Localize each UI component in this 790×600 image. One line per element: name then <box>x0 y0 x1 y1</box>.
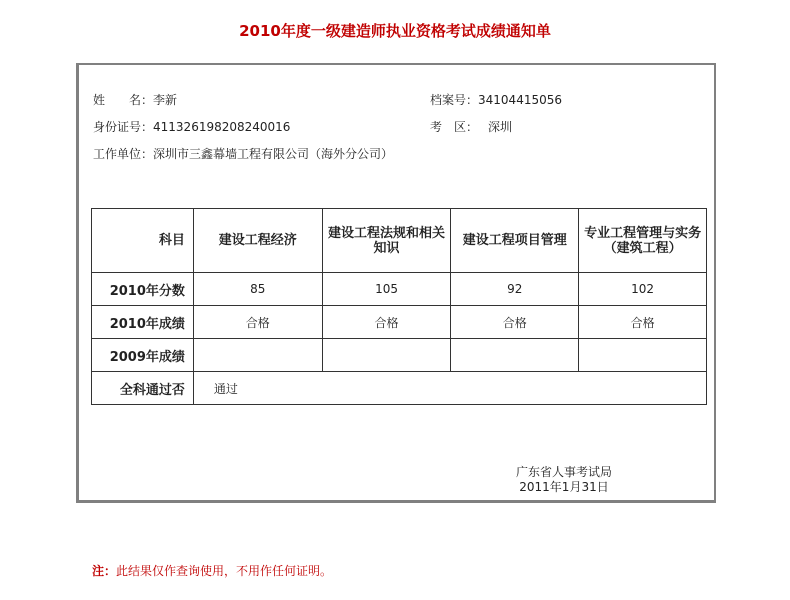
result-cell: 合格 <box>193 306 322 339</box>
row-label: 2009年成绩 <box>92 339 194 372</box>
result-cell: 合格 <box>451 306 579 339</box>
issue-date: 2011年1月31日 <box>519 480 609 494</box>
pass-value: 通过 <box>193 372 706 405</box>
score-cell: 102 <box>579 273 707 306</box>
result-cell: 合格 <box>579 306 707 339</box>
id-row <box>93 120 290 135</box>
table-row <box>92 339 707 372</box>
table-header-row <box>92 209 707 273</box>
region-value: 深圳 <box>488 120 513 134</box>
employer-label: 工作单位： <box>93 147 154 161</box>
note-prefix: 注： <box>92 564 117 578</box>
notice-frame <box>76 63 716 503</box>
note-text: 此结果仅作查询使用，不用作任何证明。 <box>116 564 333 578</box>
result-cell: 合格 <box>322 306 451 339</box>
name-value: 李新 <box>153 93 178 107</box>
result-cell <box>579 339 707 372</box>
score-cell: 105 <box>322 273 451 306</box>
issuer-block <box>499 465 629 495</box>
file-no-label: 档案号： <box>430 93 479 107</box>
table-row <box>92 273 707 306</box>
header-project-management: 建设工程项目管理 <box>451 209 579 273</box>
table-row <box>92 372 707 405</box>
file-no-row <box>430 93 562 108</box>
score-cell: 85 <box>193 273 322 306</box>
header-economics: 建设工程经济 <box>193 209 322 273</box>
disclaimer-note <box>92 562 332 579</box>
header-practice: 专业工程管理与实务（建筑工程） <box>579 209 707 273</box>
employer-row <box>93 147 413 162</box>
score-cell: 92 <box>451 273 579 306</box>
name-row <box>93 93 177 108</box>
page-title: 2010年度一级建造师执业资格考试成绩通知单 <box>239 22 551 40</box>
id-label: 身份证号： <box>93 120 154 134</box>
name-label: 姓 名： <box>93 93 154 107</box>
score-table <box>91 208 707 405</box>
id-value: 411326198208240016 <box>153 120 291 134</box>
file-no-value: 34104415056 <box>478 93 562 107</box>
region-label: 考 区： <box>430 120 479 134</box>
issuer-org: 广东省人事考试局 <box>515 465 612 479</box>
header-law: 建设工程法规和相关知识 <box>322 209 451 273</box>
row-label: 2010年分数 <box>92 273 194 306</box>
result-cell <box>193 339 322 372</box>
header-subject: 科目 <box>92 209 194 273</box>
employer-value: 深圳市三鑫幕墙工程有限公司（海外分公司） <box>153 147 394 161</box>
result-cell <box>322 339 451 372</box>
table-row <box>92 306 707 339</box>
row-label: 2010年成绩 <box>92 306 194 339</box>
pass-label: 全科通过否 <box>92 372 194 405</box>
region-row <box>430 120 512 135</box>
result-cell <box>451 339 579 372</box>
